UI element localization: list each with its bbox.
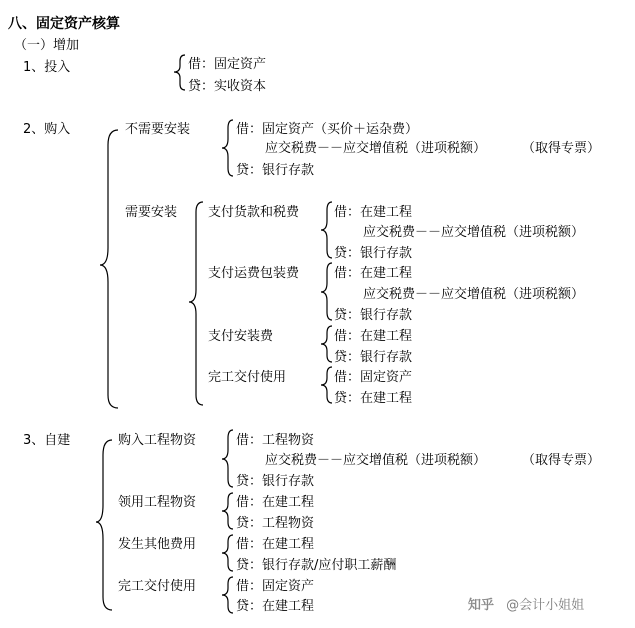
s3-g2-label: 领用工程物资 (118, 495, 197, 510)
brace-s2 (100, 130, 118, 408)
s2b-g2-label: 支付运费包装费 (208, 266, 300, 281)
watermark-author: @会计小姐姐 (506, 598, 585, 613)
brace-s3-g4 (222, 577, 233, 613)
brace-s1 (174, 55, 185, 90)
s2b-g1-tax: 应交税费－－应交增值税（进项税额） (363, 225, 585, 240)
zhihu-logo: 知乎 (468, 598, 495, 613)
brace-s3-g2 (222, 493, 233, 529)
s2-install-label: 需要安装 (125, 205, 178, 220)
watermark (468, 594, 584, 613)
s2b-g4-debit: 借：固定资产 (334, 370, 413, 385)
s2a-debit: 借：固定资产（买价＋运杂费） (236, 122, 419, 137)
brace-s2b (189, 202, 203, 405)
s2b-g3-debit: 借：在建工程 (334, 329, 413, 344)
brace-s2b-g2 (321, 263, 332, 320)
s2b-g3-label: 支付安装费 (208, 329, 274, 344)
s1-credit: 贷：实收资本 (188, 79, 267, 94)
s2b-g4-label: 完工交付使用 (208, 370, 287, 385)
s2b-g1-label: 支付货款和税费 (208, 205, 300, 220)
s3-g4-debit: 借：固定资产 (236, 579, 315, 594)
section-2-label: 2、购入 (23, 122, 71, 137)
s3-g3-label: 发生其他费用 (118, 537, 197, 552)
s2b-g2-credit: 贷：银行存款 (334, 308, 413, 323)
brace-s2b-g3 (321, 326, 332, 362)
s2a-credit: 贷：银行存款 (236, 163, 315, 178)
section-1-label: 1、投入 (23, 60, 71, 75)
s1-debit: 借：固定资产 (188, 57, 267, 72)
s2a-tax: 应交税费－－应交增值税（进项税额） (265, 141, 487, 156)
s2b-g1-debit: 借：在建工程 (334, 205, 413, 220)
s3-g1-tax: 应交税费－－应交增值税（进项税额） (265, 453, 487, 468)
s2b-g3-credit: 贷：银行存款 (334, 350, 413, 365)
section-3-label: 3、自建 (23, 433, 71, 448)
s3-g1-credit: 贷：银行存款 (236, 474, 315, 489)
s3-g2-credit: 贷：工程物资 (236, 516, 315, 531)
s3-g1-note: （取得专票） (522, 453, 601, 468)
s3-g3-credit: 贷：银行存款/应付职工薪酬 (236, 558, 397, 573)
s2b-g2-debit: 借：在建工程 (334, 266, 413, 281)
section-subtitle: （一）增加 (14, 38, 80, 53)
s2b-g2-tax: 应交税费－－应交增值税（进项税额） (363, 287, 585, 302)
s3-g4-label: 完工交付使用 (118, 579, 197, 594)
brace-s2b-g1 (321, 202, 332, 258)
s3-g1-debit: 借：工程物资 (236, 433, 315, 448)
s2b-g1-credit: 贷：银行存款 (334, 246, 413, 261)
brace-s3-g3 (222, 535, 233, 571)
s3-g3-debit: 借：在建工程 (236, 537, 315, 552)
s2b-g4-credit: 贷：在建工程 (334, 391, 413, 406)
s2a-note: （取得专票） (522, 141, 601, 156)
s3-g4-credit: 贷：在建工程 (236, 599, 315, 614)
brace-s2a (222, 120, 233, 176)
s2-no-install-label: 不需要安装 (125, 122, 191, 137)
s3-g1-label: 购入工程物资 (118, 433, 197, 448)
s3-g2-debit: 借：在建工程 (236, 495, 315, 510)
brace-s3-g1 (222, 430, 233, 487)
page-title: 八、固定资产核算 (8, 16, 120, 32)
brace-s3 (96, 440, 112, 610)
brace-s2b-g4 (321, 367, 332, 403)
